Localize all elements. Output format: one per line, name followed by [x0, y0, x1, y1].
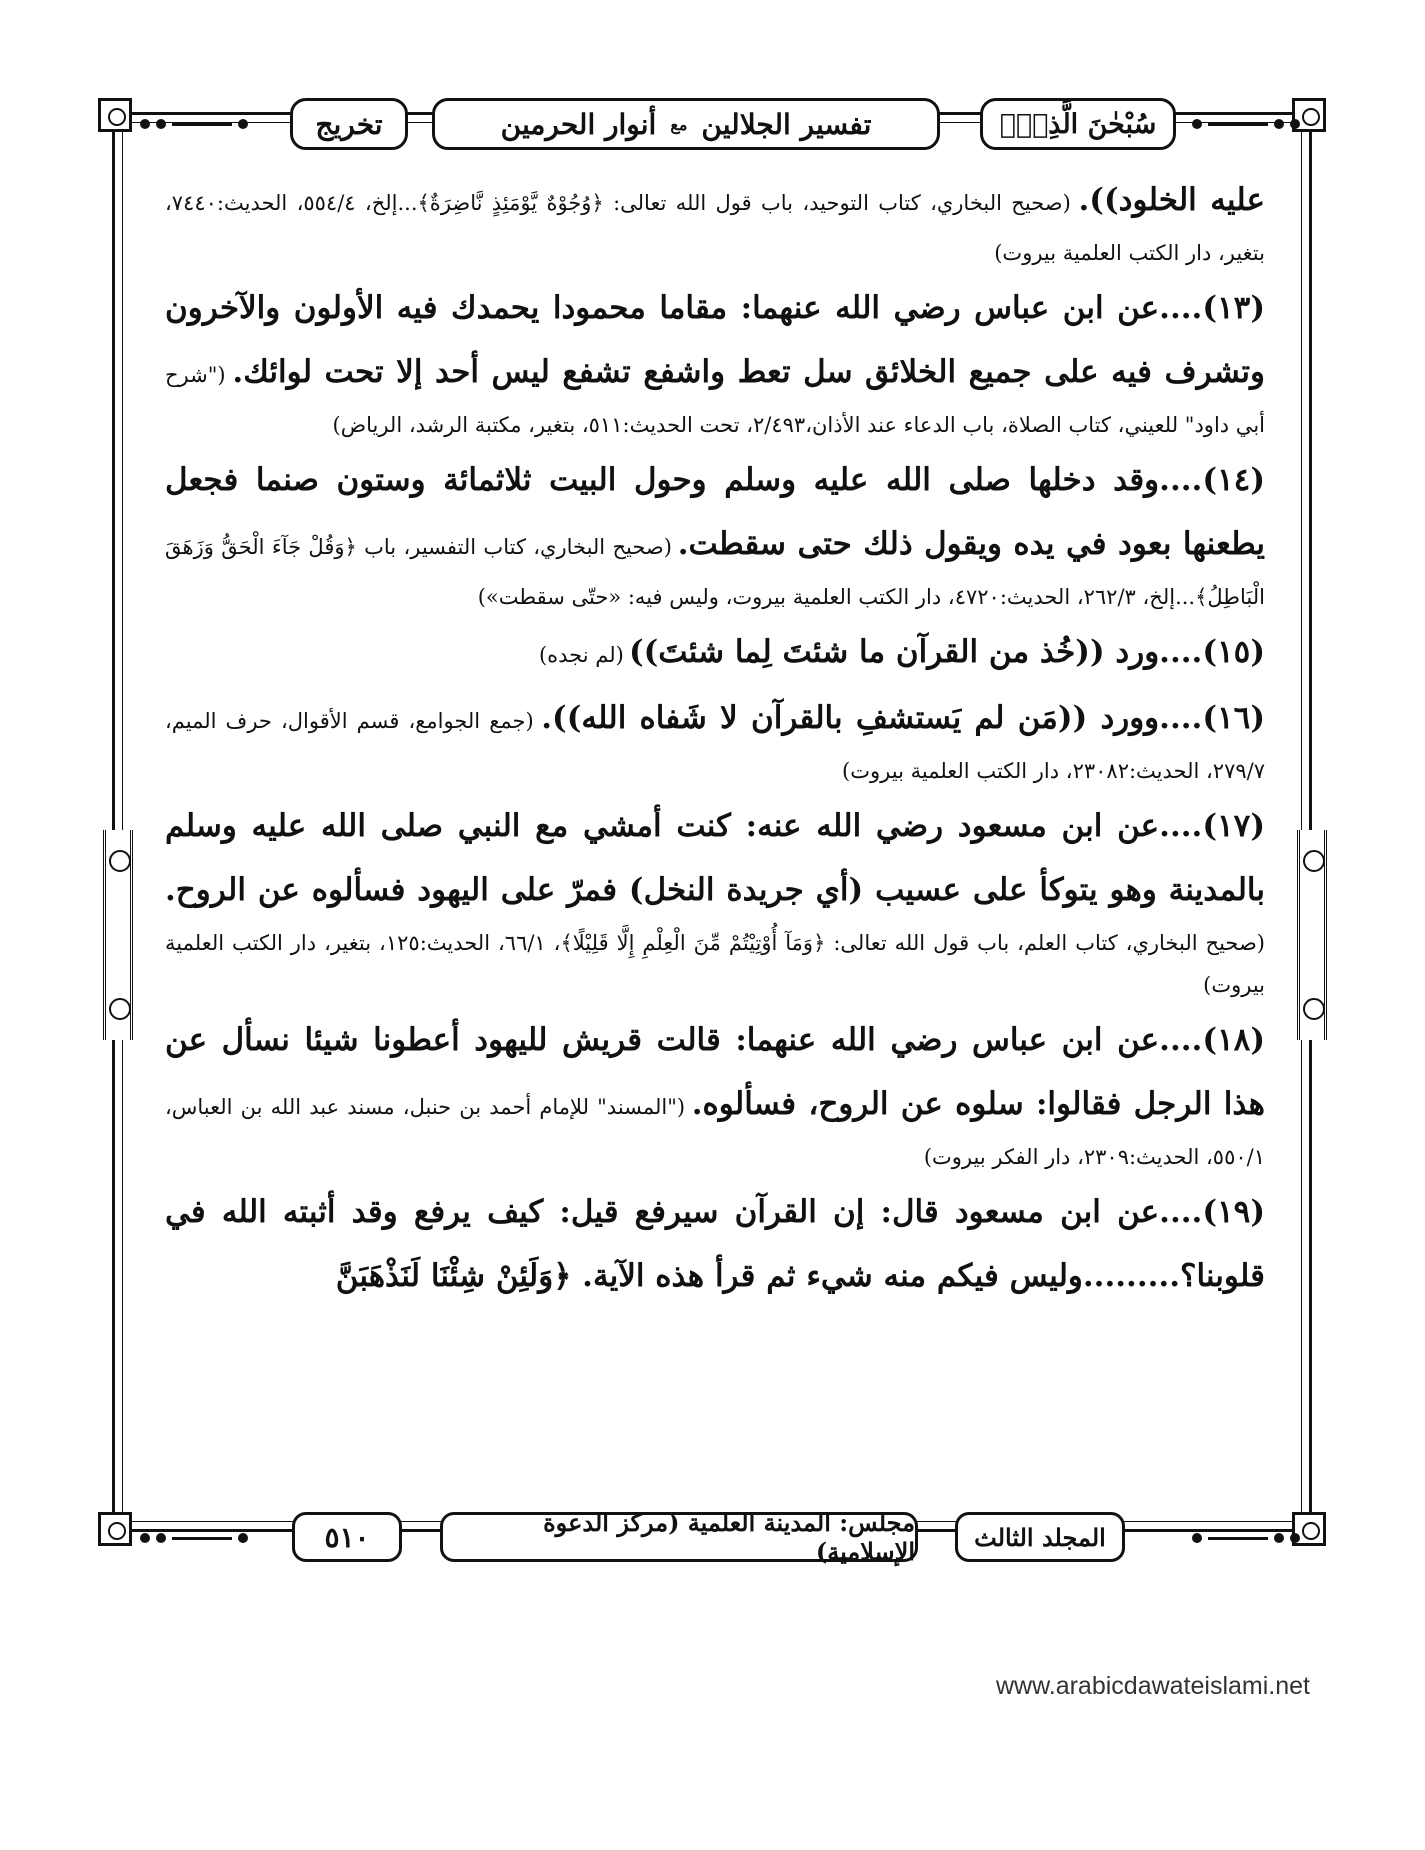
entry-text: وقد دخلها صلى الله عليه وسلم وحول البيت ثلاثمائة وستون صنما فجعل يطعنها بعود في يده ويقول ذلك حتى سقطت.: [165, 462, 1266, 562]
corner-ornament-bottom-left: [98, 1512, 132, 1546]
header-section-label: [290, 98, 408, 150]
footnote-entry: [165, 794, 1265, 1006]
footer-ornament-right: [1192, 1530, 1300, 1546]
header-surah-label: [980, 98, 1176, 150]
header-title-sep: مع: [670, 114, 688, 134]
entry-text: عن ابن عباس رضي الله عنهما: قالت قريش لليهود أعطونا شيئا نسأل عن هذا الرجل فقالوا: سلوه عن الروح، فسألوه.: [165, 1022, 1265, 1122]
footnote-entry: [165, 1180, 1265, 1308]
header-ornament-right: [1192, 116, 1300, 132]
header-ornament-left: [140, 116, 248, 132]
entry-number: (١٧)....: [1159, 808, 1265, 844]
entry-number: (١٤)....: [1159, 462, 1265, 498]
entry-text: عليه الخلود)).: [1078, 182, 1265, 218]
entry-source: (صحيح البخاري، كتاب العلم، باب قول الله تعالى: ﴿وَمَآ أُوْتِيْتُمْ مِّنَ الْعِلْمِ إِلَّا قَلِيْلًا﴾، ٦٦/١، الحديث:١٢٥، بتغير، دار الكتب العلمية بيروت): [165, 931, 1265, 997]
footer-page-number: [292, 1512, 402, 1562]
footnote-entry: [165, 620, 1265, 684]
header-section-text: تخريج: [315, 107, 383, 141]
footer-volume-text: المجلد الثالث: [974, 1522, 1106, 1552]
footer-volume-label: [955, 1512, 1125, 1562]
entry-source: (جمع الجوامع، قسم الأقوال، حرف الميم، ٢٧٩/٧، الحديث:٢٣٠٨٢، دار الكتب العلمية بيروت): [165, 709, 1265, 783]
footer-publisher: [440, 1508, 918, 1566]
footnote-entry: [165, 276, 1265, 446]
footer-publisher-text: مجلس: المدينة العلمية (مركز الدعوة الإسلامية): [543, 1508, 915, 1566]
entry-text: عن ابن مسعود قال: إن القرآن سيرفع قيل: كيف يرفع وقد أثبته الله في قلوبنا؟.........وليس فيكم منه شيء ثم قرأ هذه الآية. ﴿وَلَئِنْ شِئْنَا لَنَذْهَبَنَّ: [165, 1194, 1265, 1294]
entry-source: ("المسند" للإمام أحمد بن حنبل، مسند عبد الله بن العباس، ٥٥٠/١، الحديث:٢٣٠٩، دار الفكر بيروت): [165, 1095, 1265, 1169]
entry-source: (صحيح البخاري، كتاب التوحيد، باب قول الله تعالى: ﴿وُجُوْهٌ يَّوْمَئِذٍ نَّاضِرَةٌ﴾...إلخ، ٥٥٤/٤، الحديث:٧٤٤٠، بتغير، دار الكتب العلمية بيروت): [165, 191, 1265, 265]
entry-source: (صحيح البخاري، كتاب التفسير، باب ﴿وَقُلْ جَآءَ الْحَقُّ وَزَهَقَ الْبَاطِلُ﴾...إلخ، ٢٦٢/٣، الحديث:٤٧٢٠، دار الكتب العلمية بيروت، وليس فيه: «حتّى سقطت»): [165, 535, 1265, 609]
entry-source: (لم نجده): [538, 643, 624, 667]
footnote-entry: [165, 1008, 1265, 1178]
footnote-entry: [165, 448, 1265, 618]
entry-number: (١٦)....: [1159, 700, 1265, 736]
entry-text: وورد ((مَن لم يَستشفِ بالقرآن لا شَفاه الله)).: [541, 700, 1160, 736]
corner-ornament-top-left: [98, 98, 132, 132]
entry-text: عن ابن مسعود رضي الله عنه: كنت أمشي مع النبي صلى الله عليه وسلم بالمدينة وهو يتوكأ على عسيب (أي جريدة النخل) فمرّ على اليهود فسألوه عن الروح.: [165, 808, 1265, 908]
footnote-entry: [165, 686, 1265, 792]
website-url: www.arabicdawateislami.net: [995, 1672, 1310, 1700]
entry-number: (١٥)....: [1159, 634, 1265, 670]
entry-number: (١٨)....: [1159, 1022, 1265, 1058]
entry-source: ("شرح أبي داود" للعيني، كتاب الصلاة، باب الدعاء عند الأذان،٢/٤٩٣، تحت الحديث:٥١١، بتغير، مكتبة الرشد، الرياض): [165, 363, 1265, 437]
side-ornament-right: [1297, 830, 1327, 1040]
footer-ornament-left: [140, 1530, 248, 1546]
page-content: [165, 168, 1265, 1310]
header-book-title: [432, 98, 940, 150]
page-number-text: ٥١٠: [324, 1520, 370, 1554]
entry-text: عن ابن عباس رضي الله عنهما: مقاما محمودا يحمدك فيه الأولون والآخرون وتشرف فيه على جميع الخلائق سل تعط واشفع تشفع ليس أحد إلا تحت لوائك.: [165, 290, 1265, 390]
footnote-entry: [165, 168, 1265, 274]
header-title-left: تفسير الجلالين: [701, 107, 872, 141]
entry-number: (١٣)....: [1159, 290, 1265, 326]
entry-number: (١٩)....: [1159, 1194, 1265, 1230]
header-title-right: أنوار الحرمين: [500, 107, 657, 141]
header-surah-text: سُبْحٰنَ الَّذِيْۤ: [999, 108, 1157, 140]
side-ornament-left: [103, 830, 133, 1040]
entry-text: ورد ((خُذ من القرآن ما شئتَ لِما شئتَ)): [628, 634, 1160, 670]
